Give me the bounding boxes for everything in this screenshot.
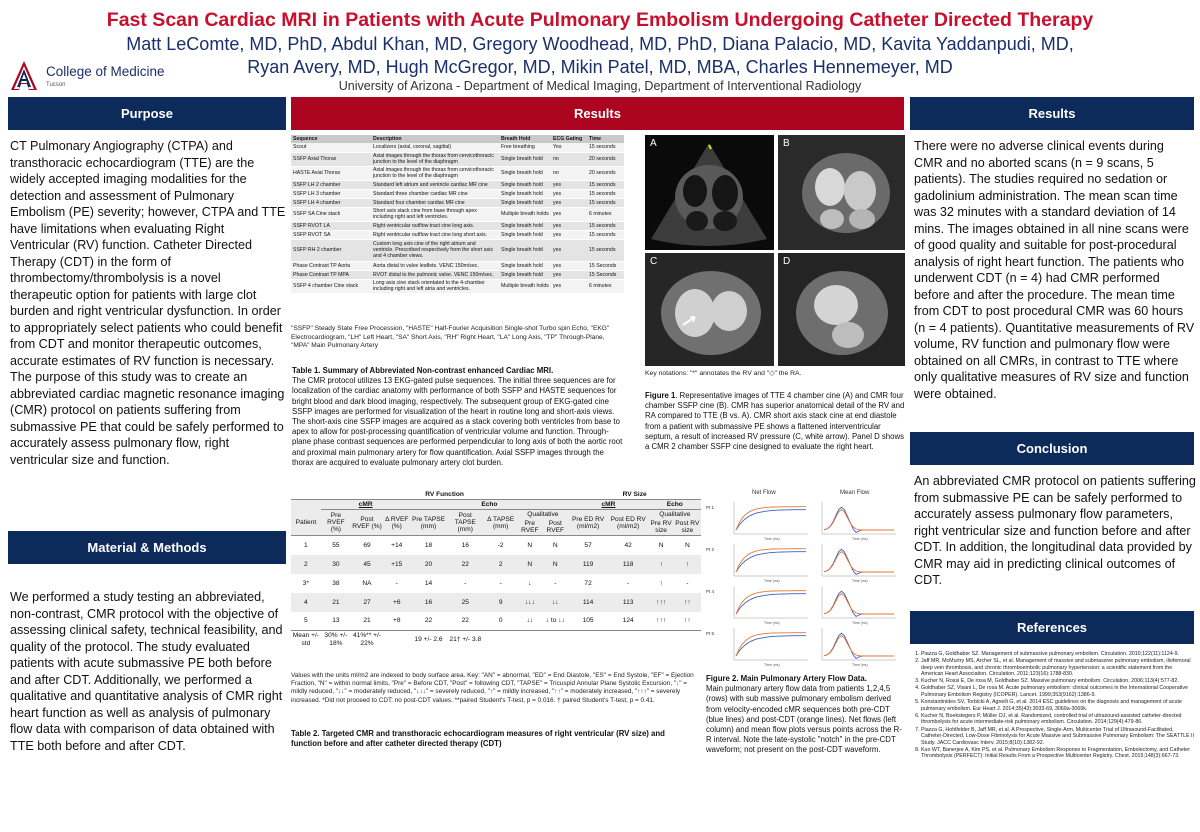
rv-table-cell: ↑ <box>649 555 674 574</box>
rv-function-header: RV Function <box>321 490 569 500</box>
sequence-cell: Multiple breath holds <box>499 207 551 221</box>
sequence-cell: Standard four chamber cardiac MR cine <box>371 198 499 207</box>
rv-table-cell: ↑↑ <box>684 617 691 625</box>
sequence-cell: Scout <box>291 143 371 152</box>
figure2-caption-title: Figure 2. Main Pulmonary Artery Flow Data. <box>706 674 867 683</box>
reference-item: 4. Goldhaber SZ, Visani L, De rosa M. Acute pulmonary embolism: clinical outcomes in the International Cooperative Pulmonary Embolism Registry (ICOPER). Lancet. 1999;353(9162):1386-9. <box>921 685 1194 698</box>
sequence-row <box>291 189 624 198</box>
sequence-cell: SSFP LH 2 chamber <box>291 180 371 189</box>
references-list <box>912 651 1194 761</box>
sequence-row <box>291 221 624 230</box>
col-post-edrv: Post ED RV (ml/m2) <box>608 510 649 536</box>
sequence-cell: 15 seconds <box>587 198 624 207</box>
net-flow-plot <box>734 544 808 583</box>
rv-table-row <box>291 612 701 631</box>
seq-col-ecg: ECG Gating <box>551 135 587 143</box>
rv-table-cell: 105 <box>582 617 594 625</box>
rv-table-cell: - <box>464 579 467 587</box>
rv-table-body <box>291 536 701 631</box>
col-delta-tapse: Δ TAPSE (mm) <box>484 510 517 536</box>
mean-flow-plot <box>822 586 896 625</box>
rv-table-cell: ↑ <box>659 579 663 587</box>
sequence-cell: yes <box>551 198 587 207</box>
rv-table-row <box>291 536 701 555</box>
patient-id-cell: 3* <box>302 579 309 587</box>
sequence-cell: Single breath hold <box>499 166 551 180</box>
flow-row-label: Pt 5 <box>706 631 715 636</box>
rv-table-cell: N <box>684 541 690 549</box>
pre-cdt-line <box>736 636 806 656</box>
rv-table-cell: 119 <box>568 555 607 574</box>
poster-title: Fast Scan Cardiac MRI in Patients with Acute Pulmonary Embolism Undergoing Catheter Directed Therapy <box>106 9 1094 31</box>
rv-table-cell: 22 <box>447 555 484 574</box>
figure1-caption-text: . Representative images of TTE 4 chamber cine (A) and CMR four chamber SSFP cine (B). CMR has superior anatomical detail of the RV and RA compared to TTE (B vs. A). CMR short axis stack cine at end diastole from a patient with submassive PE shows a flattened interventricular septum, a result of increased RV pressure (C, white arrow). Panel D shows a CMR 2 chamber SSFP cine designed to evaluate the right heart. <box>645 391 905 452</box>
rv-table-cell: N <box>517 555 542 574</box>
sequence-table <box>291 135 624 294</box>
sequence-cell: yes <box>551 230 587 239</box>
rv-table-cell: 72 <box>584 579 592 587</box>
flow-row-label: Pt 2 <box>706 547 715 552</box>
rv-table-cell: 2 <box>484 555 517 574</box>
sequence-cell: SSFP SA Cine stack <box>291 207 371 221</box>
rv-table-cell: 114 <box>568 593 607 612</box>
mri-label-d: D <box>783 256 791 267</box>
rv-table-row <box>291 593 701 612</box>
flow-xlabel: Time (ms) <box>852 663 868 667</box>
flow-xlabel: Time (ms) <box>764 579 780 583</box>
sequence-cell: RVOT distal to the pulmonic valve. VENC 150m/sec. <box>371 270 499 279</box>
conclusion-heading: Conclusion <box>910 432 1194 465</box>
rv-table-cell: 9 <box>484 593 517 612</box>
rv-table-row <box>291 555 701 574</box>
college-logo <box>8 60 165 92</box>
rv-table-cell: ↓↓ <box>542 593 568 612</box>
cmr-four-chamber-image <box>778 135 905 250</box>
rv-table-cell: 22 <box>461 617 469 625</box>
purpose-text: CT Pulmonary Angiography (CTPA) and transthoracic echocardiogram (TTE) are the widely accepted imaging modalities for the detection and assessment of Pulmonary Embolism (PE) severity; however, CTPA and TTE have limitations when evaluating Right Ventricular (RV) function. Catheter Directed Therapy (CDT) in the form of thrombectomy/thrombolysis is a novel therapeutic option for patients with large clot burden and right ventricular dysfunction. In order to appropriately select patients who could benefit from CDT and monitor therapeutic outcomes, accurate estimates of RV function is necessary. The purpose of this study was to create an abbreviated cardiac magnetic resonance imaging (CMR) protocol on patients suffering from submassive PE that could be safely performed to accurately assess pulmonary flow, right ventricular size and function. <box>10 139 286 467</box>
rv-table-cell: ↓ <box>528 579 532 587</box>
figure2-caption <box>706 674 906 756</box>
sequence-cell: Standard left atrium and ventricle cardiac MR cine <box>371 180 499 189</box>
rv-table-cell: - <box>627 579 630 587</box>
rv-table-cell: 21 <box>363 617 371 625</box>
col-post-rvef-qual: Post RVEF <box>542 519 568 536</box>
net-flow-title: Net Flow <box>752 490 776 496</box>
mri-panel-c <box>645 253 774 366</box>
col-post-rv-size: Post RV size <box>675 520 700 534</box>
cmr-short-axis-image <box>645 253 774 366</box>
col-qualitative-rvs: Qualitative <box>649 510 701 520</box>
rv-table-cell: 16 <box>410 593 446 612</box>
mean-flow-plot <box>822 544 896 583</box>
patient-id-cell: 2 <box>291 555 321 574</box>
sequence-cell: no <box>551 166 587 180</box>
rv-table-cell: NA <box>362 579 372 587</box>
table2-caption: Table 2. Targeted CMR and transthoracic echocardiogram measures of right ventricular (RV size) and function before and after catheter directed therapy (CDT) <box>291 729 665 749</box>
col-post-tapse: Post TAPSE (mm) <box>447 510 484 536</box>
rv-table-cell: 55 <box>332 541 340 549</box>
flow-charts <box>706 490 906 672</box>
post-cdt-line <box>824 510 894 530</box>
mri-label-b: B <box>783 138 790 149</box>
patient-id-cell: 4 <box>291 593 321 612</box>
sequence-cell: Short axis stack cine from base through apex including right and left ventricles. <box>371 207 499 221</box>
cmr-two-chamber-image <box>778 253 905 366</box>
abbreviations: "SSFP" Steady State Free Procession, "HASTE" Half-Fourier Acquisition Single-shot Turbo spin Echo, "EKG" Electrocardiogram, "LH" Left Heart, "SA" Short Axis, "RH" Right Heart, "LA" Long Axis, "TP" Through-Plane, "MPA" Main Pulmonary Artery <box>291 325 610 350</box>
rv-table-cell: - <box>686 579 689 587</box>
sequence-cell: Phase Contrast TP Aorta <box>291 261 371 270</box>
sequence-cell: Single breath hold <box>499 261 551 270</box>
sequence-cell: 15 seconds <box>587 189 624 198</box>
figure1-caption <box>645 391 905 452</box>
rv-table-cell: N <box>542 555 568 574</box>
flow-xlabel: Time (ms) <box>852 579 868 583</box>
sequence-cell: Single breath hold <box>499 180 551 189</box>
reference-item: 1. Piazza G, Goldhaber SZ. Management of submassive pulmonary embolism. Circulation. 2010;122(11):1124-9. <box>921 651 1194 658</box>
rv-table-cell: 14 <box>424 579 433 587</box>
pre-cdt-line <box>736 510 806 530</box>
sequence-cell: yes <box>551 189 587 198</box>
flow-xlabel: Time (ms) <box>852 621 868 625</box>
results-center-heading: Results <box>291 97 904 130</box>
patient-id-cell: 1 <box>304 541 308 549</box>
sequence-cell: Single breath hold <box>499 152 551 166</box>
sequence-cell: yes <box>551 180 587 189</box>
rv-table <box>291 490 701 649</box>
sequence-cell: 20 seconds <box>587 166 624 180</box>
university-a-logo-icon <box>8 60 40 92</box>
sequence-cell: Axial images through the thorax from cervicothoracic junction to the level of the diaphragm <box>371 166 499 180</box>
flow-xlabel: Time (ms) <box>764 537 780 541</box>
methods-text: We performed a study testing an abbreviated, non-contrast, CMR protocol with the objective of assessing clinical safety, technical feasibility, and quality of the protocol. The study evaluated patients with acute submassive PE both before and after CDT. Additionally, we performed a qualitative and quantitative analysis of CMR right heart function as well as analysis of pulmonary flow data with comparison of data obtained with TTE both before and after CDT. <box>10 590 283 753</box>
rv-table-cell: ↑↑↑ <box>649 593 674 612</box>
rv-table-cell: N <box>552 541 558 549</box>
sequence-cell: 15 seconds <box>587 230 624 239</box>
rv-table-cell: 0 <box>498 617 503 625</box>
mri-label-c: C <box>650 256 658 267</box>
rv-table-cell: +6 <box>383 593 410 612</box>
net-flow-plot <box>734 628 808 667</box>
sequence-cell: 15 seconds <box>587 239 624 261</box>
patient-id-cell: 5 <box>304 617 308 625</box>
figure2-caption-text: Main pulmonary artery flow data from patients 1,2,4,5 (rows) with sub massive pulmonary embolism derived from velocity-encoded cMR sequences both pre-CDT (blue lines) and post-CDT (orange lines). Net flows (left column) and mean flow plots versus points across the R-R interval. Note the late-systolic "notch" in the pre-CDT waveform; not present on the post-CDT waveform. <box>706 684 902 755</box>
pre-cdt-line <box>736 552 806 572</box>
rv-table-cell: 25 <box>447 593 484 612</box>
rv-table-cell: 118 <box>608 555 649 574</box>
rv-table-cell: 124 <box>622 617 634 625</box>
table1-caption-title: Table 1. Summary of Abbreviated Non-contrast enhanced Cardiac MRI. <box>292 366 554 375</box>
rv-table-cell: ↓ to ↓↓ <box>545 617 565 625</box>
table1-caption <box>292 366 624 468</box>
rv-table-cell: ↓↓ <box>526 617 534 625</box>
seq-col-description: Description <box>371 135 499 143</box>
sequence-cell: Right ventricular outflow tract cine long short axis. <box>371 230 499 239</box>
sequence-cell: no <box>551 152 587 166</box>
col-post-rvef: Post RVEF (%) <box>351 510 383 536</box>
flow-plots-svg <box>706 490 906 672</box>
sequence-cell: Localizers (axial, coronal, sagittal) <box>371 143 499 152</box>
mri-panel-d <box>778 253 905 366</box>
sequence-cell: 15 Seconds <box>587 270 624 279</box>
flow-xlabel: Time (ms) <box>852 537 868 541</box>
col-pre-edrv: Pre ED RV (ml/m2) <box>568 510 607 536</box>
sequence-cell: SSFP RH 2 chamber <box>291 239 371 261</box>
reference-item: 7. Piazza G, Hohlfelder B, Jaff MR, et al. A Prospective, Single-Arm, Multicenter Trial of Ultrasound-Facilitated, Catheter-Directed, Low-Dose Fibrinolysis for Acute Massive and Submassive Pulmonary Embolism: The SEATTLE II Study. JACC Cardiovasc Interv. 2015;8(10):1382-92. <box>921 727 1194 747</box>
echo-image <box>645 135 774 250</box>
sequence-row <box>291 239 624 261</box>
mean-pre-tapse: 19 +/- 2.6 <box>410 631 446 650</box>
rv-table-cell: 57 <box>584 541 592 549</box>
rv-table-cell: 27 <box>351 593 383 612</box>
sequence-table-header <box>291 135 624 143</box>
sequence-cell: Right ventricular outflow tract cine long axis. <box>371 221 499 230</box>
sequence-cell: Free breathing <box>499 143 551 152</box>
col-delta-rvef: Δ RVEF (%) <box>383 510 410 536</box>
sequence-cell: yes <box>551 261 587 270</box>
table1-caption-text: The CMR protocol utilizes 13 EKG-gated pulse sequences. The initial three sequences are for localization of the cardiac anatomy with performance of both SSFP and HASTE sequences for bright blood and dark blood imaging, respectively. The subsequent group of EKG-gated cine SSFP images are performed for visualization of the heart in routine long and short-axis views. The short-axis cine SSFP images are acquired as a stack covering both ventricles from base to apex to allow for post-processing quantification of ventricular volume and function. Through-plane phase contrast sequences are performed perpendicular to long axis of both the aortic root and proximal main pulmonary artery for flow quantification. Axial SSFP images through the thorax are acquired to evaluate pulmonary artery clot burden. <box>292 376 623 467</box>
sequence-row <box>291 143 624 152</box>
rv-table-cell: 45 <box>351 555 383 574</box>
rvs-cmr-header: cMR <box>568 500 648 510</box>
reference-item: 8. Kuo WT, Banerjee A, Kim PS, et al. Pulmonary Embolism Response to Fragmentation, Embolectomy, and Catheter Thrombolysis (PERFECT): Initial Results From a Prospective Multicenter Registry. Chest. 2015;148(3):667-73. <box>921 747 1194 760</box>
rv-table-cell: ↓↓↓ <box>517 593 542 612</box>
authors-line-1: Matt LeComte, MD, PhD, Abdul Khan, MD, Gregory Woodhead, MD, PhD, Diana Palacio, MD, Kavita Yaddanpudi, MD, <box>126 34 1074 54</box>
rv-table-cell: - <box>499 579 502 587</box>
col-qualitative-rvf: Qualitative <box>517 510 568 520</box>
rv-table-cell: +14 <box>391 541 403 549</box>
sequence-cell: 15 seconds <box>587 221 624 230</box>
sequence-cell: 15 seconds <box>587 143 624 152</box>
pre-cdt-line <box>736 594 806 614</box>
rv-table-cell: 13 <box>332 617 340 625</box>
sequence-cell: Yes <box>551 143 587 152</box>
rv-table-cell: 69 <box>363 541 371 549</box>
logo-text: College of Medicine <box>46 64 165 79</box>
mri-panel-a <box>645 135 774 250</box>
sequence-cell: Phase Contrast TP MPA <box>291 270 371 279</box>
methods-heading: Material & Methods <box>8 531 286 564</box>
post-cdt-line <box>824 594 894 614</box>
rv-table-cell: 30 <box>321 555 351 574</box>
sequence-cell: Standard three chamber cardiac MR cine <box>371 189 499 198</box>
rv-size-header: RV Size <box>568 490 701 500</box>
sequence-cell: SSFP LH 4 chamber <box>291 198 371 207</box>
sequence-row <box>291 279 624 293</box>
rv-table-cell: +15 <box>383 555 410 574</box>
conclusion-text: An abbreviated CMR protocol on patients suffering from submassive PE can be safely performed to accurately assess pulmonary flow parameters, right ventricular size and function before and after CDT. In addition, the longitudinal data provided by CMR may aid in predicting clinical outcomes of CDT. <box>914 474 1196 587</box>
affiliation: University of Arizona - Department of Medical Imaging, Department of Interventional Radiology <box>338 79 862 93</box>
rv-table-cell: 38 <box>332 579 340 587</box>
sequence-cell: Multiple breath holds <box>499 279 551 293</box>
sequence-row <box>291 270 624 279</box>
net-flow-plot <box>734 502 808 541</box>
mean-flow-plot <box>822 502 896 541</box>
sequence-cell: yes <box>551 207 587 221</box>
sequence-cell: Aorta distal to valve leaflets. VENC 150m/sec. <box>371 261 499 270</box>
mean-post-rvef: 41%** +/- 22% <box>352 632 382 647</box>
rv-table-cell: 18 <box>424 541 433 549</box>
sequence-cell: yes <box>551 239 587 261</box>
rvf-echo-header: Echo <box>410 500 568 510</box>
sequence-row <box>291 261 624 270</box>
col-pre-rvef: Pre RVEF (%) <box>321 510 351 536</box>
sequence-cell: Single breath hold <box>499 230 551 239</box>
col-pre-rvef-qual: Pre RVEF <box>517 519 542 536</box>
rv-table-cell: N <box>527 541 533 549</box>
sequence-cell: HASTE Axial Thorax <box>291 166 371 180</box>
table2-notes: Values with the units ml/m2 are indexed to body surface area. Key: "AN" = abnormal, "ED" = End Diastole, "ES" = End Systole, "EF" = Ejection Fraction, "N" = within normal limits, "Pre" = Before CDT, "Post" = following CDT, "TAPSE" = Tricuspid Annular Plane Systolic Excursion, "↓" = mildly reduced, "↓↓" = moderately reduced, "↓↓↓" = severely reduced, "↑" = mildly increased, "↑↑" = moderately increased, "↑↑↑" = severely increased. *Did not proceed to CDT: no post-CDT values. **paired Student's T-test, p = 0.016. † paired Student's T-test, p = 0.41. <box>291 672 694 704</box>
sequence-cell: 15 seconds <box>587 180 624 189</box>
sequence-row <box>291 152 624 166</box>
rv-table-cell: N <box>658 541 664 549</box>
sequence-cell: 15 Seconds <box>587 261 624 270</box>
reference-item: 6. Kucher N, Boekstegers P, Müller OJ, et al. Randomized, controlled trial of ultrasound-assisted catheter-directed thrombolysis for acute intermediate-risk pulmonary embolism. Circulation. 2014;129(4):479-86. <box>921 713 1194 726</box>
purpose-heading: Purpose <box>8 97 286 130</box>
col-pre-tapse: Pre TAPSE (mm) <box>410 510 446 536</box>
seq-col-breath: Breath Hold <box>499 135 551 143</box>
logo-subtext: Tucson <box>46 82 66 88</box>
sequence-row <box>291 207 624 221</box>
rv-table-cell: 113 <box>608 593 649 612</box>
seq-col-sequence: Sequence <box>291 135 371 143</box>
rv-table-cell: 22 <box>424 617 433 625</box>
col-pre-rv-size: Pre RV size <box>650 520 672 534</box>
poster-header <box>0 0 1200 95</box>
mean-pre-rvef: 30% +/- 18% <box>321 631 351 650</box>
mri-label-a: A <box>650 138 657 149</box>
references-heading: References <box>910 611 1194 644</box>
flow-xlabel: Time (ms) <box>764 663 780 667</box>
patient-col-header: Patient <box>291 510 321 536</box>
sequence-cell: Single breath hold <box>499 221 551 230</box>
sequence-cell: SSFP RVOT SA <box>291 230 371 239</box>
sequence-cell: Axial images through the thorax from cervicothoracic junction to the level of the diaphragm <box>371 152 499 166</box>
sequence-cell: SSFP 4 chamber Cine stack <box>291 279 371 293</box>
net-flow-plot <box>734 586 808 625</box>
mri-panel-b <box>778 135 905 250</box>
mean-post-tapse: 21† +/- 3.8 <box>447 631 484 650</box>
sequence-cell: SSFP RVOT LA <box>291 221 371 230</box>
sequence-cell: 6 minutes <box>587 207 624 221</box>
sequence-cell: yes <box>551 270 587 279</box>
rv-table-cell: - <box>554 579 557 587</box>
rvf-cmr-header: cMR <box>321 500 411 510</box>
sequence-cell: Single breath hold <box>499 239 551 261</box>
results-right-text: There were no adverse clinical events during CMR and no aborted scans (n = 9 scans, 5 patients). The studies required no sedation or gadolinium administration. The mean scan time was 32 minutes with a standard deviation of 14 mins. The images obtained in all nine scans were of good quality and suitable for post-procedural analysis of right heart function. The patients who underwent CDT (n = 4) had CMR performed before and after the procedure. The mean time from CDT to post procedural CMR was 60 hours (n = 4 patients). Quantitative measurements of RV volume, RV function and pulmonary flow were obtained on all CMRs, in contrast to TTE where only qualitative measures of RV size and function were obtained. <box>914 139 1195 401</box>
rv-table-cell: -2 <box>497 541 504 549</box>
sequence-cell: yes <box>551 221 587 230</box>
sequence-cell: Single breath hold <box>499 189 551 198</box>
rv-table-cell: 42 <box>624 541 632 549</box>
seq-col-time: Time <box>587 135 624 143</box>
reference-item: 3. Kucher N, Rossi E, De rosa M, Goldhaber SZ. Massive pulmonary embolism. Circulation. 2006;113(4):577-82. <box>921 678 1194 685</box>
rv-table-cell: 16 <box>461 541 469 549</box>
sequence-cell: SSFP LH 3 chamber <box>291 189 371 198</box>
rv-table-cell: ↑ <box>674 555 701 574</box>
post-cdt-line <box>824 636 894 656</box>
rv-table-cell: 20 <box>410 555 446 574</box>
flow-row-label: Pt 4 <box>706 589 715 594</box>
rv-table-cell: +8 <box>392 617 401 625</box>
sequence-cell: Single breath hold <box>499 198 551 207</box>
rv-table-cell: - <box>395 579 398 587</box>
sequence-row <box>291 166 624 180</box>
flow-xlabel: Time (ms) <box>764 621 780 625</box>
rv-table-cell: ↑↑↑ <box>656 617 667 625</box>
mean-label: Mean +/- std <box>292 632 319 647</box>
results-right-heading: Results <box>910 97 1194 130</box>
sequence-row <box>291 230 624 239</box>
figure1-caption-title: Figure 1 <box>645 391 676 400</box>
sequence-row <box>291 198 624 207</box>
sequence-row <box>291 180 624 189</box>
sequence-cell: Long axis cine stack orientated to the 4-chamber including right and left atria and ventricles. <box>371 279 499 293</box>
sequence-cell: yes <box>551 279 587 293</box>
post-cdt-line <box>824 552 894 572</box>
rv-table-cell: 21 <box>321 593 351 612</box>
sequence-cell: Custom long axis cine of the right atrium and ventricle. Prescribed respectively from the short axis and 4 chamber views. <box>371 239 499 261</box>
sequence-cell: Single breath hold <box>499 270 551 279</box>
mean-flow-plot <box>822 628 896 667</box>
sequence-cell: SSFP Axial Thorax <box>291 152 371 166</box>
sequence-cell: 20 seconds <box>587 152 624 166</box>
rv-table-cell: ↑↑ <box>674 593 701 612</box>
sequence-table-body <box>291 143 624 293</box>
key-notations: Key notations: "*" annotates the RV and "◇" the RA. <box>645 370 802 377</box>
mean-flow-title: Mean Flow <box>840 490 870 496</box>
reference-item: 5. Konstantinides SV, Torbicki A, Agnelli G, et al. 2014 ESC guidelines on the diagnosis and management of acute pulmonary embolism. Eur Heart J. 2014;35(43):3033-69, 3069a-3069k. <box>921 699 1194 712</box>
rv-table-row <box>291 574 701 593</box>
authors-line-2: Ryan Avery, MD, Hugh McGregor, MD, Mikin Patel, MD, MBA, Charles Hennemeyer, MD <box>247 57 953 77</box>
flow-row-label: Pt 1 <box>706 505 715 510</box>
rvs-echo-header: Echo <box>649 500 701 510</box>
reference-item: 2. Jaff MR, McMurtry MS, Archer SL, et al. Management of massive and submassive pulmonary embolism, iliofemoral deep vein thrombosis, and chronic thromboembolic pulmonary hypertension: a scientific statement from the American Heart Association. Circulation. 2011;123(16):1788-830. <box>921 658 1194 678</box>
sequence-cell: 6 minutes <box>587 279 624 293</box>
